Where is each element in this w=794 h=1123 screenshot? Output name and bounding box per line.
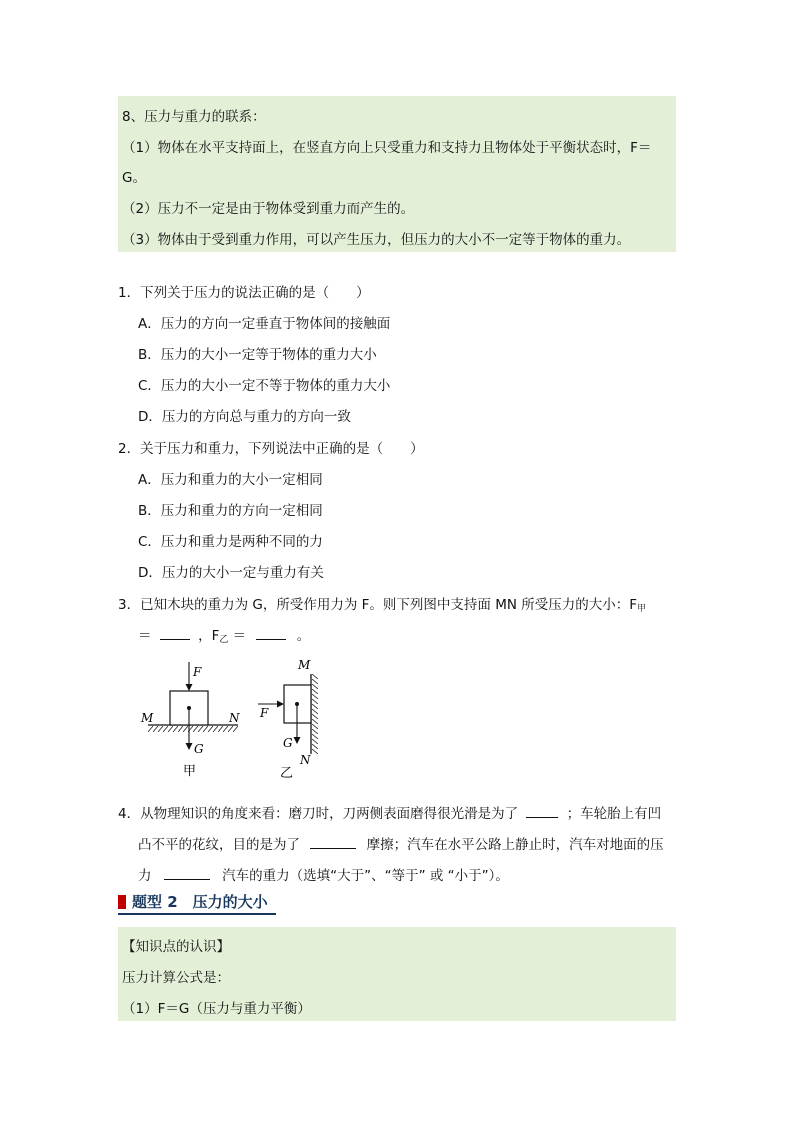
label-n: N [229, 711, 240, 725]
label-g: G [194, 742, 204, 756]
question-4-line-3 [138, 864, 509, 884]
label-m: M [298, 658, 311, 672]
separator-text: ，F [198, 628, 220, 644]
force-f-arrowhead [277, 701, 284, 708]
equals-sign-2: ＝ [232, 628, 247, 644]
q4-text-3b: 汽车的重力（选填“大于”、“等于” 或 “小于”）。 [222, 868, 509, 884]
wall-hatch [312, 674, 318, 754]
question-1-option-b: B．压力的大小一定等于物体的重力大小 [138, 347, 377, 363]
blank-2[interactable] [310, 834, 356, 849]
label-n: N [300, 753, 311, 767]
box-title: 8、压力与重力的联系： [122, 109, 266, 125]
figure-jia [140, 662, 240, 779]
box-point-1b: G。 [122, 170, 146, 186]
subscript-jia: 甲 [637, 604, 647, 614]
heading-underline [118, 913, 276, 915]
label-m: M [141, 711, 154, 725]
box-point-1a: （1）物体在水平支持面上，在竖直方向上只受重力和支持力且物体处于平衡状态时，F＝ [122, 140, 652, 156]
label-f: F [260, 706, 269, 720]
question-2-option-b: B．压力和重力的方向一定相同 [138, 503, 323, 519]
question-4-line-2 [138, 833, 664, 853]
question-4-line-1 [118, 802, 661, 822]
blank-f-yi[interactable] [256, 625, 286, 640]
heading-marker [118, 895, 126, 909]
equals-sign: ＝ [138, 628, 152, 644]
surface-hatch [148, 726, 238, 732]
box2-line-2: 压力计算公式是： [122, 970, 230, 986]
question-1-option-d: D．压力的方向总与重力的方向一致 [138, 409, 351, 425]
question-1-option-a: A．压力的方向一定垂直于物体间的接触面 [138, 316, 391, 332]
force-f-arrowhead [186, 684, 193, 691]
q4-text-3a: 力 [138, 868, 152, 884]
box2-line-1: 【知识点的认识】 [122, 939, 230, 955]
section-heading [118, 890, 278, 916]
knowledge-box-pressure-size [118, 927, 676, 1021]
box-point-3: （3）物体由于受到重力作用，可以产生压力，但压力的大小不一定等于物体的重力。 [122, 232, 631, 248]
q4-text-1a: 4．从物理知识的角度来看：磨刀时，刀两侧表面磨得很光滑是为了 [118, 806, 519, 822]
question-2-option-c: C．压力和重力是两种不同的力 [138, 534, 323, 550]
box-point-2: （2）压力不一定是由于物体受到重力而产生的。 [122, 201, 415, 217]
question-3-stem-text: 3．已知木块的重力为 G，所受作用力为 F。则下列图中支持面 MN 所受压力的大小：F [118, 597, 637, 613]
question-3-stem [118, 593, 646, 614]
subscript-yi: 乙 [219, 635, 229, 645]
knowledge-box-pressure-gravity [118, 96, 676, 252]
blank-3[interactable] [164, 865, 210, 880]
section-title: 题型 2 压力的大小 [132, 893, 268, 911]
question-1-stem: 1．下列关于压力的说法正确的是（ ） [118, 285, 370, 301]
caption-jia: 甲 [183, 764, 197, 779]
box2-line-3: （1）F＝G（压力与重力平衡） [122, 1001, 311, 1017]
question-3-figure [138, 654, 328, 782]
question-2-option-d: D．压力的大小一定与重力有关 [138, 565, 324, 581]
question-2-stem: 2．关于压力和重力，下列说法中正确的是（ ） [118, 441, 424, 457]
force-g-arrowhead [294, 737, 301, 744]
blank-1[interactable] [526, 803, 558, 818]
label-f: F [193, 665, 202, 679]
force-g-arrowhead [186, 743, 193, 750]
q4-text-1b: ；车轮胎上有凹 [566, 806, 662, 822]
question-2-option-a: A．压力和重力的大小一定相同 [138, 472, 323, 488]
blank-f-jia[interactable] [160, 625, 190, 640]
q4-text-2b: 摩擦；汽车在水平公路上静止时，汽车对地面的压 [366, 837, 664, 853]
period: 。 [296, 628, 311, 644]
figure-yi [258, 658, 318, 781]
caption-yi: 乙 [280, 766, 294, 781]
question-1-option-c: C．压力的大小一定不等于物体的重力大小 [138, 378, 391, 394]
label-g: G [283, 736, 293, 750]
question-3-line-2 [138, 624, 310, 645]
q4-text-2a: 凸不平的花纹，目的是为了 [138, 837, 300, 853]
